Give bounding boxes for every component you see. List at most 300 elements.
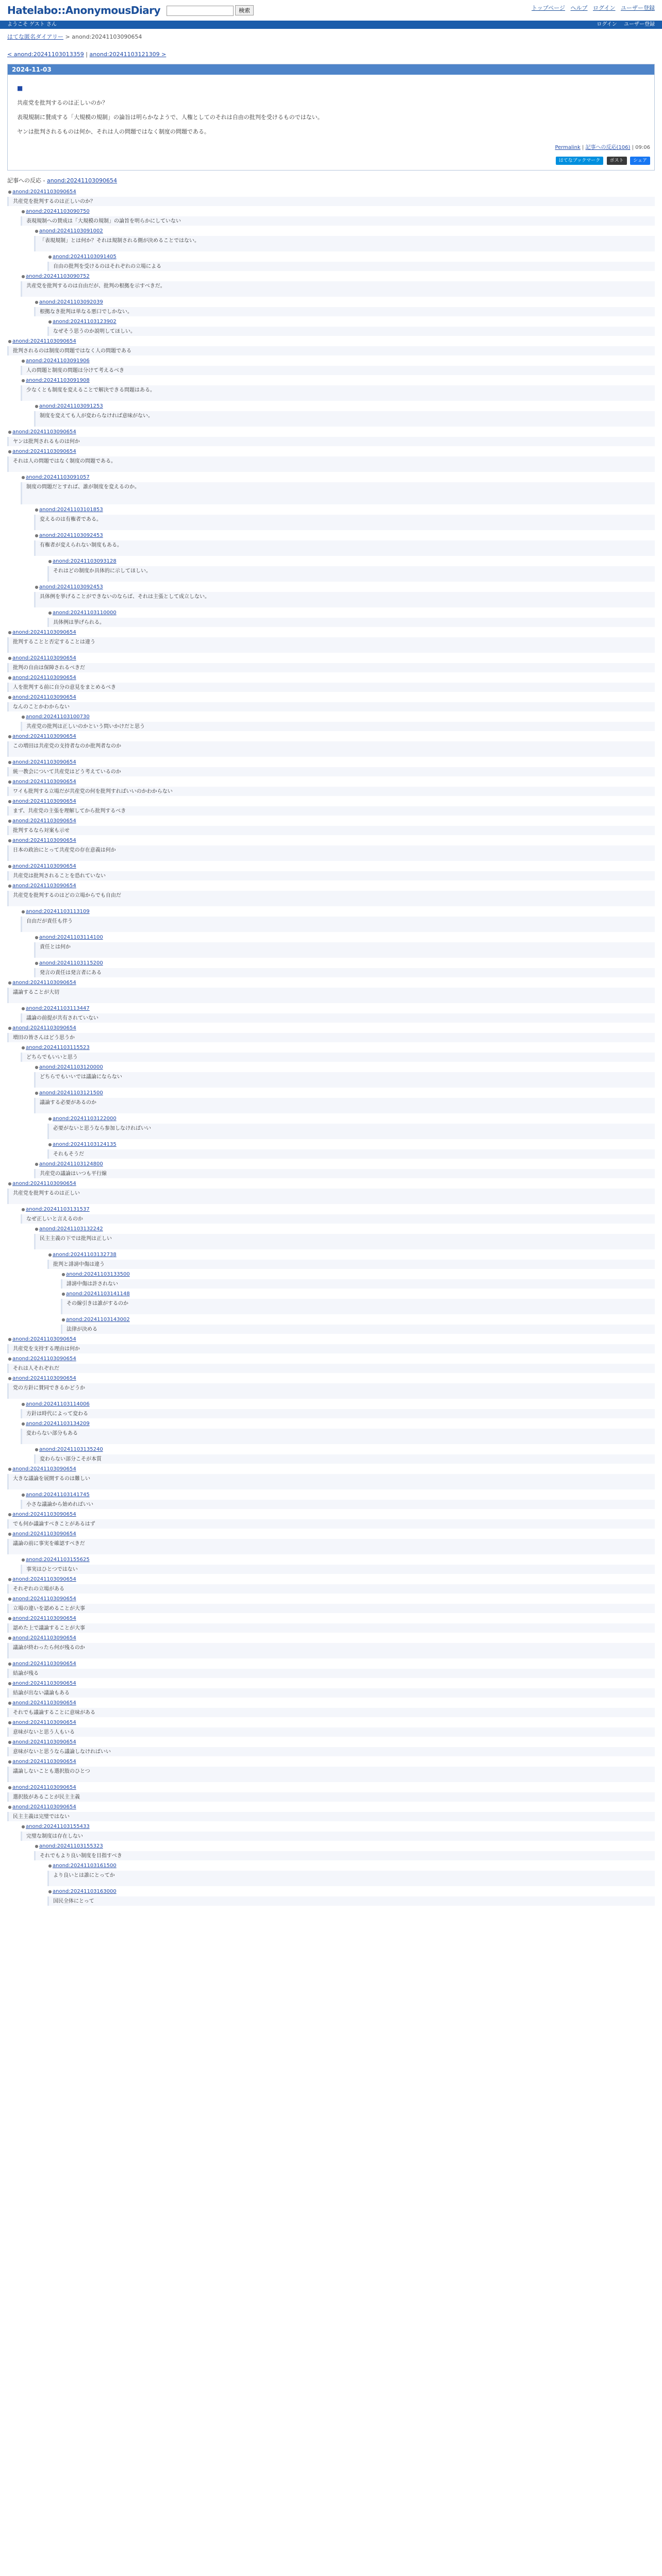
trackback-item-header <box>21 208 655 216</box>
trackback-link[interactable]: anond:20241103090654 <box>12 1680 76 1686</box>
trackback-item-header <box>47 1141 655 1149</box>
share-buttons <box>8 156 654 170</box>
trackback-excerpt: 議論が終わったら何が残るのか <box>7 1643 655 1658</box>
trackback-item <box>47 1141 655 1159</box>
header-link-help[interactable]: ヘルプ <box>570 5 588 11</box>
trackback-link[interactable]: anond:20241103101853 <box>39 506 103 513</box>
trackback-item <box>7 1660 655 1678</box>
bullet-icon: ● <box>21 209 25 214</box>
trackback-item <box>7 1738 655 1756</box>
trackback-excerpt: 議論の前提が共有されていない <box>21 1013 655 1023</box>
trackback-item-header <box>21 377 655 385</box>
trackback-link[interactable]: anond:20241103114006 <box>26 1401 90 1407</box>
trackback-link[interactable]: anond:20241103090654 <box>12 1758 76 1765</box>
trackback-excerpt: それは人の問題ではなく制度の問題である。 <box>7 456 655 472</box>
bullet-icon: ● <box>35 935 39 940</box>
trackback-excerpt: 具体例を挙げることができないのならば、それは主張として成立しない。 <box>34 592 655 607</box>
trackback-item <box>7 1575 655 1594</box>
trackback-item-header <box>7 188 655 196</box>
trackback-item-header <box>34 583 655 591</box>
trackback-item-header <box>34 959 655 968</box>
trackback-item-header <box>7 1465 655 1473</box>
entry-footer: Permalink | 記事への反応(106) | 09:06 <box>555 145 650 151</box>
bullet-icon: ● <box>21 358 25 363</box>
trackback-item-header <box>7 1719 655 1727</box>
trackback-link[interactable]: anond:20241103114100 <box>39 934 103 940</box>
trackback-link[interactable]: anond:20241103131537 <box>26 1206 90 1212</box>
bullet-icon: ● <box>35 403 39 409</box>
trackback-link[interactable]: anond:20241103090654 <box>12 1784 76 1790</box>
bullet-icon: ● <box>8 1616 12 1621</box>
trackback-link[interactable]: anond:20241103091057 <box>26 474 90 480</box>
trackback-item-header <box>7 428 655 436</box>
trackback-link[interactable]: anond:20241103091908 <box>26 377 90 383</box>
bullet-icon: ● <box>8 1596 12 1601</box>
trackback-excerpt: それぞれの立場がある <box>7 1584 655 1594</box>
trackback-excerpt: 少なくとも制度を変えることで解決できる問題はある。 <box>21 385 655 401</box>
trackback-link[interactable]: anond:20241103092453 <box>39 532 103 538</box>
nav-bar <box>0 21 662 29</box>
trackback-item <box>34 1160 655 1178</box>
trackback-link[interactable]: anond:20241103090654 <box>12 448 76 454</box>
trackback-excerpt: 選択肢があることが民主主義 <box>7 1792 655 1802</box>
trackback-excerpt: それは人それぞれだ <box>7 1364 655 1373</box>
trackback-link[interactable]: anond:20241103090654 <box>12 655 76 661</box>
trackback-link[interactable]: anond:20241103090750 <box>26 208 90 214</box>
trackback-link[interactable]: anond:20241103090654 <box>12 1511 76 1517</box>
trackback-excerpt: ヤンは批判されるものは何か <box>7 437 655 446</box>
bullet-icon: ● <box>21 1006 25 1011</box>
trackback-excerpt: 批判の自由は保障されるべきだ <box>7 663 655 672</box>
bullet-icon: ● <box>35 1843 39 1849</box>
trackback-link[interactable]: anond:20241103090654 <box>12 883 76 889</box>
trackback-item <box>21 908 655 932</box>
trackback-excerpt: 制度を変えても人が変わらなければ意味がない。 <box>34 411 655 427</box>
trackback-item-header <box>7 1511 655 1519</box>
trackback-item-header <box>7 1758 655 1766</box>
trackback-link[interactable]: anond:20241103092453 <box>39 584 103 590</box>
trackback-item-header <box>7 1784 655 1792</box>
trackback-link[interactable]: anond:20241103091002 <box>39 228 103 234</box>
trackback-excerpt: 批判するなら対案も示せ <box>7 826 655 835</box>
bullet-icon: ● <box>8 1466 12 1471</box>
trackback-link[interactable]: anond:20241103090654 <box>12 1804 76 1810</box>
trackback-item <box>7 1803 655 1821</box>
trackback-link[interactable]: anond:20241103113109 <box>26 908 90 914</box>
trackback-excerpt: 変わらない部分こそが本質 <box>34 1454 655 1464</box>
bullet-icon: ● <box>35 1161 39 1166</box>
trackback-link[interactable]: anond:20241103090752 <box>26 273 90 279</box>
trackback-item-header <box>7 1335 655 1344</box>
bullet-icon: ● <box>21 714 25 719</box>
trackback-excerpt: 日本の政治にとって共産党の存在意義は何か <box>7 845 655 861</box>
trackback-link[interactable]: anond:20241103121500 <box>39 1090 103 1096</box>
trackback-link[interactable]: anond:20241103090654 <box>12 1336 76 1342</box>
trackback-item-header <box>21 1206 655 1214</box>
trackback-link[interactable]: anond:20241103141148 <box>66 1291 130 1297</box>
bullet-icon: ● <box>35 299 39 304</box>
bullet-icon: ● <box>8 1785 12 1790</box>
trackback-excerpt: 制度の問題だとすれば、誰が制度を変えるのか。 <box>21 482 655 504</box>
trackback-item-header <box>34 402 655 411</box>
x-post-button[interactable]: ポスト <box>607 157 627 165</box>
trackback-excerpt: 意味がないと思うなら議論しなければいい <box>7 1747 655 1756</box>
trackback-excerpt: 議論しないことも選択肢のひとつ <box>7 1767 655 1782</box>
trackback-excerpt: 共産党を批判するのはどの立場からでも自由だ <box>7 891 655 906</box>
bullet-icon: ● <box>48 254 52 259</box>
bullet-icon: ● <box>8 779 12 784</box>
trackback-link[interactable]: anond:20241103155625 <box>26 1556 90 1563</box>
header-links <box>528 4 655 12</box>
trackback-link[interactable]: anond:20241103090654 <box>12 1531 76 1537</box>
trackback-excerpt: 責任とは何か <box>34 942 655 958</box>
trackback-link[interactable]: anond:20241103141745 <box>26 1492 90 1498</box>
trackback-excerpt: 結論が出ない議論もある <box>7 1688 655 1698</box>
trackback-item-header <box>34 532 655 540</box>
trackback-link[interactable]: anond:20241103135240 <box>39 1446 103 1452</box>
bullet-icon: ● <box>21 378 25 383</box>
trackback-link[interactable]: anond:20241103132738 <box>53 1251 117 1258</box>
trackback-item-header <box>61 1316 655 1324</box>
trackback-item <box>34 1842 655 1860</box>
trackback-excerpt: 法律が決める <box>61 1325 655 1334</box>
trackback-link[interactable]: anond:20241103091405 <box>53 253 117 260</box>
trackback-item <box>7 1530 655 1554</box>
trackback-item <box>21 377 655 401</box>
trackback-item-header <box>21 273 655 281</box>
trackback-item-header <box>7 979 655 987</box>
trackback-link[interactable]: anond:20241103115200 <box>39 960 103 966</box>
trackback-heading-link[interactable]: anond:20241103090654 <box>46 177 118 184</box>
entry-title[interactable]: ■ <box>17 84 23 92</box>
trackback-heading-prefix: 記事への反応 - <box>7 177 47 184</box>
trackback-item <box>7 1180 655 1204</box>
trackback-item-header <box>7 693 655 702</box>
trackback-item <box>7 1595 655 1613</box>
breadcrumb-separator: > <box>63 33 72 40</box>
trackback-link[interactable]: anond:20241103092039 <box>39 299 103 305</box>
trackback-excerpt: 意味がないと思う人もいる <box>7 1727 655 1737</box>
trackback-link[interactable]: anond:20241103090654 <box>12 863 76 869</box>
trackback-excerpt: その線引きは誰がするのか <box>61 1299 655 1314</box>
trackback-link[interactable]: anond:20241103091906 <box>26 358 90 364</box>
trackback-excerpt: 自由の批判を受けるのはそれぞれの立場による <box>47 262 655 271</box>
trackback-item-header <box>7 337 655 346</box>
trackback-link[interactable]: anond:20241103093128 <box>53 558 117 564</box>
bullet-icon: ● <box>35 228 39 233</box>
bullet-icon: ● <box>48 1252 52 1257</box>
bullet-icon: ● <box>48 1142 52 1147</box>
trackback-excerpt: 人の問題と制度の問題は分けて考えるべき <box>21 366 655 375</box>
trackback-link[interactable]: anond:20241103090654 <box>12 778 76 785</box>
trackback-heading <box>7 177 655 185</box>
trackback-link[interactable]: anond:20241103133500 <box>66 1271 130 1277</box>
trackback-excerpt: 認めた上で議論することが大事 <box>7 1623 655 1633</box>
trackback-excerpt: 統一教会について共産党はどう考えているのか <box>7 767 655 776</box>
trackback-item <box>34 298 655 316</box>
trackback-excerpt: 立場の違いを認めることが大事 <box>7 1604 655 1613</box>
trackback-excerpt: 共産党を批判するのは自由だが、批判の根拠を示すべきだ。 <box>21 281 655 297</box>
trackback-link[interactable]: anond:20241103090654 <box>12 1355 76 1362</box>
trackback-link[interactable]: 記事への反応(106) <box>585 145 631 151</box>
facebook-share-button[interactable]: シェア <box>630 157 650 165</box>
bullet-icon: ● <box>8 818 12 823</box>
trackback-item-header <box>7 654 655 663</box>
nav-login-link[interactable]: ログイン <box>597 22 617 27</box>
trackback-item <box>34 1063 655 1088</box>
bullet-icon: ● <box>21 1401 25 1406</box>
trackback-link[interactable]: anond:20241103091253 <box>39 403 103 409</box>
next-entry-link[interactable]: anond:20241103121309 > <box>89 50 167 58</box>
trackback-excerpt: それでもより良い制度を目指すべき <box>34 1851 655 1860</box>
trackback-item-header <box>7 837 655 845</box>
header-link-register[interactable]: ユーザー登録 <box>621 5 655 11</box>
trackback-link[interactable]: anond:20241103113447 <box>26 1005 90 1011</box>
search-form <box>167 5 254 16</box>
trackback-link[interactable]: anond:20241103090654 <box>12 1615 76 1621</box>
trackback-link[interactable]: anond:20241103090654 <box>12 1635 76 1641</box>
trackback-item-header <box>47 318 655 326</box>
trackback-item <box>34 402 655 427</box>
trackback-link[interactable]: anond:20241103110000 <box>53 609 117 616</box>
trackback-link[interactable]: anond:20241103090654 <box>12 1025 76 1031</box>
trackback-excerpt: 発言の責任は発言者にある <box>34 968 655 977</box>
bullet-icon: ● <box>8 1804 12 1809</box>
trackback-item <box>7 337 655 355</box>
permalink-link[interactable]: Permalink <box>555 145 581 151</box>
trackback-item <box>7 1335 655 1353</box>
trackback-link[interactable]: anond:20241103122000 <box>53 1115 117 1122</box>
trackback-item <box>34 1446 655 1464</box>
trackback-excerpt: 共産党の批判は正しいのかという問いかけだと思う <box>21 722 655 731</box>
trackback-excerpt: 共産党を批判するのは正しい <box>7 1189 655 1204</box>
trackback-item <box>21 1420 655 1444</box>
trackback-item-header <box>34 1063 655 1072</box>
bullet-icon: ● <box>21 1045 25 1050</box>
trackback-item <box>47 1115 655 1139</box>
bullet-icon: ● <box>8 1181 12 1186</box>
trackback-item <box>7 1699 655 1717</box>
trackback-item <box>7 979 655 1003</box>
trackback-link[interactable]: anond:20241103090654 <box>12 674 76 681</box>
trackback-link[interactable]: anond:20241103090654 <box>12 1739 76 1745</box>
trackback-link[interactable]: anond:20241103090654 <box>12 733 76 739</box>
trackback-link[interactable]: anond:20241103124800 <box>39 1161 103 1167</box>
trackback-excerpt: 具体例は挙げられる。 <box>47 618 655 627</box>
trackback-link[interactable]: anond:20241103090654 <box>12 1576 76 1582</box>
bullet-icon: ● <box>48 1889 52 1894</box>
bullet-icon: ● <box>48 610 52 615</box>
trackback-excerpt: なんのことかわからない <box>7 702 655 711</box>
bullet-icon: ● <box>35 1226 39 1231</box>
trackback-link[interactable]: anond:20241103090654 <box>12 1660 76 1667</box>
trackback-item <box>21 1556 655 1574</box>
trackback-excerpt: 批判されるのは制度の問題ではなく人の問題である <box>7 346 655 355</box>
trackback-item-header <box>7 1595 655 1603</box>
trackback-link[interactable]: anond:20241103155323 <box>39 1843 103 1849</box>
bullet-icon: ● <box>8 1025 12 1030</box>
trackback-item-header <box>7 1180 655 1188</box>
trackback-excerpt: でも何か議論すべきことがあるはず <box>7 1519 655 1529</box>
trackback-item-header <box>47 557 655 566</box>
trackback-link[interactable]: anond:20241103155433 <box>26 1823 90 1829</box>
trackback-item-header <box>7 862 655 871</box>
trackback-item <box>21 1491 655 1509</box>
trackback-link[interactable]: anond:20241103090654 <box>12 1466 76 1472</box>
trackback-link[interactable]: anond:20241103090654 <box>12 694 76 700</box>
trackback-excerpt: 根拠なき批判は単なる悪口でしかない。 <box>34 307 655 316</box>
trackback-link[interactable]: anond:20241103100730 <box>26 714 90 720</box>
bullet-icon: ● <box>8 1720 12 1725</box>
entry-pager <box>7 50 655 59</box>
trackback-link[interactable]: anond:20241103090654 <box>12 759 76 765</box>
trackback-item <box>7 1784 655 1802</box>
trackback-excerpt: 民主主義の下では批判は正しい <box>34 1234 655 1249</box>
search-button[interactable]: 検索 <box>235 5 254 15</box>
trackback-item-header <box>7 1575 655 1584</box>
bullet-icon: ● <box>8 338 12 344</box>
trackback-item <box>7 758 655 776</box>
trackback-item-header <box>34 298 655 307</box>
trackback-item-header <box>47 609 655 617</box>
trackback-item <box>7 1024 655 1042</box>
trackback-item-header <box>21 713 655 721</box>
entry-paragraph: 共産党を批判するのは正しいのか？ <box>17 99 108 107</box>
trackback-item <box>21 1206 655 1224</box>
bullet-icon: ● <box>35 507 39 512</box>
trackback-item <box>21 273 655 297</box>
trackback-item-header <box>47 1251 655 1259</box>
trackback-link[interactable]: anond:20241103090654 <box>12 1700 76 1706</box>
trackback-item <box>7 1355 655 1373</box>
trackback-link[interactable]: anond:20241103161500 <box>53 1862 117 1869</box>
hatena-bookmark-button[interactable]: はてなブックマーク <box>556 157 603 165</box>
trackback-excerpt: それもそうだ <box>47 1149 655 1159</box>
trackback-item <box>21 357 655 375</box>
trackback-item-header <box>7 1530 655 1538</box>
trackback-excerpt: ワイも批判する立場だが共産党の何を批判すればいいのかわからない <box>7 787 655 796</box>
trackback-link[interactable]: anond:20241103090654 <box>12 1180 76 1187</box>
bullet-icon: ● <box>8 883 12 888</box>
bullet-icon: ● <box>35 1090 39 1095</box>
bullet-icon: ● <box>8 1700 12 1705</box>
trackback-item-header <box>21 357 655 365</box>
trackback-excerpt: より良いとは誰にとってか <box>47 1871 655 1886</box>
bullet-icon: ● <box>8 655 12 660</box>
bullet-icon: ● <box>8 734 12 739</box>
trackback-link[interactable]: anond:20241103143002 <box>66 1316 130 1323</box>
trackback-link[interactable]: anond:20241103090654 <box>12 1596 76 1602</box>
bullet-icon: ● <box>35 1447 39 1452</box>
trackback-excerpt: 共産党の議論はいつも平行線 <box>34 1169 655 1178</box>
trackback-link[interactable]: anond:20241103132242 <box>39 1226 103 1232</box>
trackback-item <box>7 798 655 816</box>
trackback-excerpt: どちらでもいいでは議論にならない <box>34 1072 655 1088</box>
trackback-item <box>7 674 655 692</box>
trackback-excerpt: 誹謗中傷は許されない <box>61 1279 655 1289</box>
trackback-link[interactable]: anond:20241103090654 <box>12 818 76 824</box>
breadcrumb-parent[interactable]: はてな匿名ダイアリー <box>7 33 64 40</box>
trackback-link[interactable]: anond:20241103120000 <box>39 1064 103 1070</box>
trackback-item-header <box>21 1420 655 1428</box>
bullet-icon: ● <box>8 1577 12 1582</box>
trackback-link[interactable]: anond:20241103090654 <box>12 798 76 804</box>
trackback-item-header <box>21 1044 655 1052</box>
bullet-icon: ● <box>61 1317 65 1322</box>
trackback-link[interactable]: anond:20241103090654 <box>12 338 76 344</box>
trackback-item <box>7 629 655 653</box>
trackback-link[interactable]: anond:20241103090654 <box>12 429 76 435</box>
trackback-link[interactable]: anond:20241103090654 <box>12 1375 76 1381</box>
trackback-item <box>7 733 655 757</box>
trackback-link[interactable]: anond:20241103123902 <box>53 318 117 325</box>
trackback-link[interactable]: anond:20241103090654 <box>12 1719 76 1725</box>
trackback-excerpt: なぜそう思うのか説明してほしい。 <box>47 327 655 336</box>
trackback-link[interactable]: anond:20241103090654 <box>12 979 76 986</box>
bullet-icon: ● <box>35 533 39 538</box>
bullet-icon: ● <box>35 960 39 965</box>
trackback-item-header <box>7 1680 655 1688</box>
trackback-item <box>47 1862 655 1886</box>
bullet-icon: ● <box>8 1739 12 1744</box>
trackback-excerpt: 批判と誹謗中傷は違う <box>47 1260 655 1269</box>
search-input[interactable] <box>167 6 234 16</box>
bullet-icon: ● <box>8 1759 12 1764</box>
trackback-item <box>7 654 655 672</box>
prev-entry-link[interactable]: < anond:20241103013359 <box>7 50 84 58</box>
trackback-link[interactable]: anond:20241103090654 <box>12 629 76 635</box>
bullet-icon: ● <box>8 189 12 194</box>
trackback-tree <box>7 188 655 1906</box>
trackback-item <box>7 1758 655 1782</box>
trackback-item <box>7 428 655 446</box>
site-title[interactable]: Hatelabo::AnonymousDiary <box>7 4 161 16</box>
trackback-link[interactable]: anond:20241103124135 <box>53 1141 117 1147</box>
trackback-item-header <box>7 1024 655 1032</box>
trackback-link[interactable]: anond:20241103134209 <box>26 1420 90 1427</box>
entry-time: 09:06 <box>635 145 650 151</box>
header-link-login[interactable]: ログイン <box>593 5 616 11</box>
trackback-link[interactable]: anond:20241103090654 <box>12 189 76 195</box>
trackback-item <box>47 253 655 271</box>
nav-register-link[interactable]: ユーザー登録 <box>624 22 655 27</box>
entry-body <box>8 75 654 136</box>
trackback-excerpt: 事実はひとつではない <box>21 1565 655 1574</box>
bullet-icon: ● <box>8 759 12 765</box>
bullet-icon: ● <box>8 799 12 804</box>
trackback-excerpt: 共産党を支持する理由は何か <box>7 1344 655 1353</box>
trackback-excerpt: 方針は時代によって変わる <box>21 1409 655 1418</box>
trackback-excerpt: 自由だが責任も伴う <box>21 917 655 932</box>
trackback-excerpt: 共産党を批判するのは正しいのか？ <box>7 197 655 206</box>
trackback-excerpt: 表現規制への賛成は「大規模の規制」の論旨を明らかにしていない <box>21 216 655 226</box>
trackback-item-header <box>34 1225 655 1233</box>
bullet-icon: ● <box>21 909 25 914</box>
bullet-icon: ● <box>8 1512 12 1517</box>
trackback-excerpt: 批判することと否定することは違う <box>7 637 655 653</box>
trackback-item <box>21 1400 655 1418</box>
trackback-excerpt: 「表現規制」とは何か？それは規制される側が決めることではない。 <box>34 236 655 251</box>
trackback-item <box>47 1888 655 1906</box>
trackback-item <box>34 532 655 556</box>
header-link-top[interactable]: トップページ <box>532 5 566 11</box>
trackback-link[interactable]: anond:20241103163000 <box>53 1888 117 1894</box>
entry-paragraph: ヤンは批判されるものは何か、それは人の問題ではなく制度の問題である。 <box>17 128 210 135</box>
trackback-link[interactable]: anond:20241103090654 <box>12 837 76 843</box>
bullet-icon: ● <box>48 319 52 324</box>
trackback-item-header <box>7 629 655 637</box>
trackback-link[interactable]: anond:20241103115523 <box>26 1044 90 1050</box>
